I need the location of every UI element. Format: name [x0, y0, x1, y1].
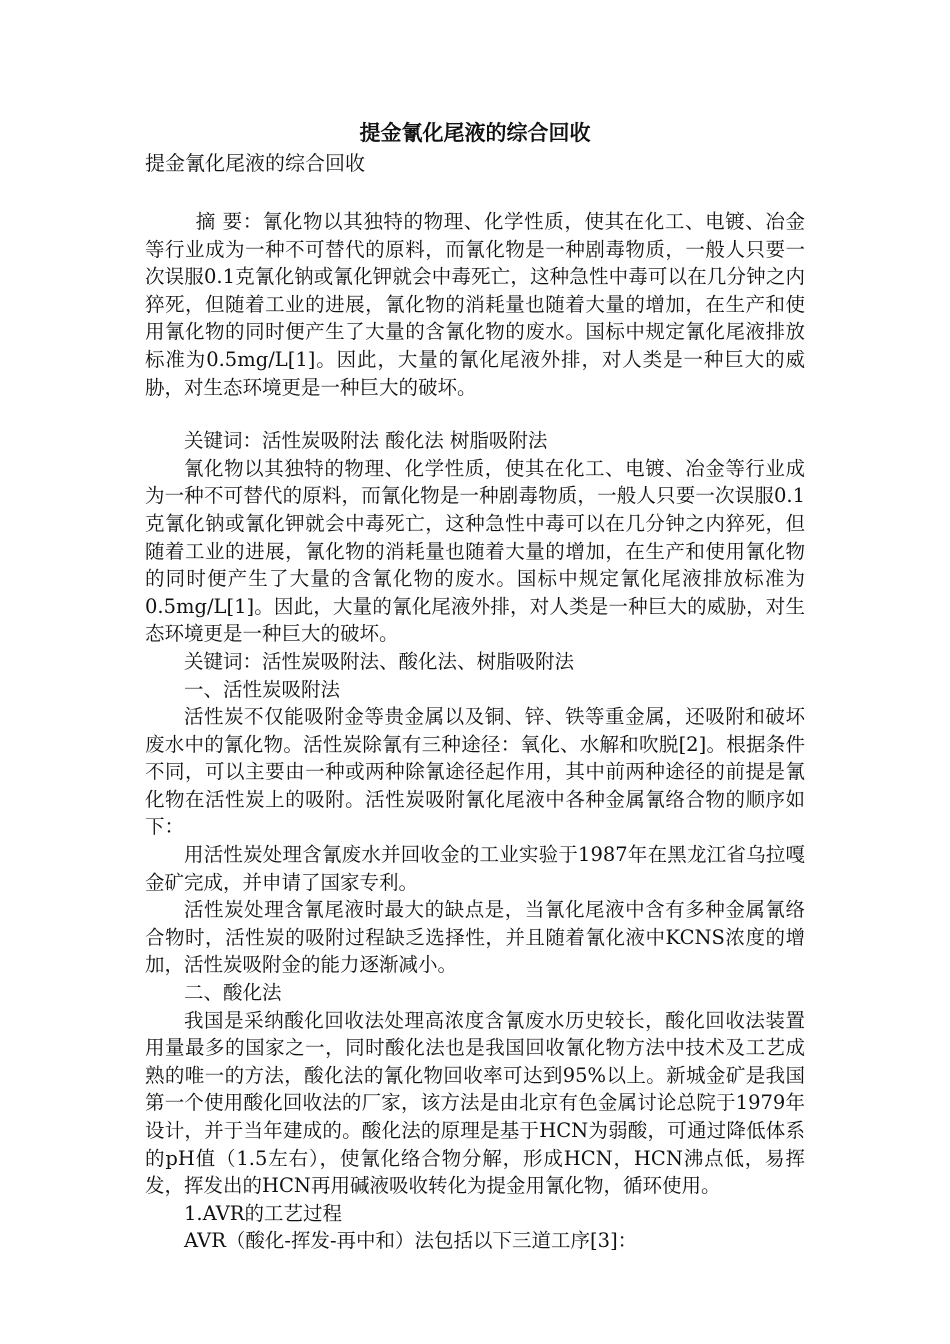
section1-paragraph-2: 用活性炭处理含氰废水并回收金的工业实验于1987年在黑龙江省乌拉嘎金矿完成，并申请了国家专利。 [145, 843, 805, 894]
abstract-paragraph: 摘 要：氰化物以其独特的物理、化学性质，使其在化工、电镀、冶金等行业成为一种不可替代的原料，而氰化物是一种剧毒物质，一般人只要一次误服0.1克氰化钠或氰化钾就会中毒死亡，这种急性中毒可以在几分钟之内猝死，但随着工业的进展，氰化物的消耗量也随着大量的增加，在生产和使用氰化物的同时便产生了大量的含氰化物的废水。国标中规定氰化尾液排放标准为0.5mg/L[1]。因此，大量的氰化尾液外排，对人类是一种巨大的威胁，对生态环境更是一种巨大的破坏。 [145, 210, 805, 399]
document-page [145, 118, 805, 1255]
keywords-line-repeat: 关键词：活性炭吸附法、酸化法、树脂吸附法 [184, 649, 575, 673]
document-title: 提金氰化尾液的综合回收 [359, 120, 591, 145]
document-subtitle: 提金氰化尾液的综合回收 [145, 151, 365, 175]
section2-paragraph-1: 我国是采纳酸化回收法处理高浓度含氰废水历史较长，酸化回收法装置用量最多的国家之一，同时酸化法也是我国回收氰化物方法中技术及工艺成熟的唯一的方法，酸化法的氰化物回收率可达到95%以上。新城金矿是我国第一个使用酸化回收法的厂家，该方法是由北京有色金属讨论总院于1979年设计，并于当年建成的。酸化法的原理是基于HCN为弱酸，可通过降低体系的pH值（1.5左右），使氰化络合物分解，形成HCN，HCN沸点低，易挥发，挥发出的HCN再用碱液吸收转化为提金用氰化物，循环使用。 [145, 1008, 805, 1198]
section1-paragraph-1: 活性炭不仅能吸附金等贵金属以及铜、锌、铁等重金属，还吸附和破坏废水中的氰化物。活性炭除氰有三种途径：氧化、水解和吹脱[2]。根据条件不同，可以主要由一种或两种除氰途径起作用，其中前两种途径的前提是氰化物在活性炭上的吸附。活性炭吸附氰化尾液中各种金属氰络合物的顺序如下： [145, 705, 805, 839]
section1-paragraph-3: 活性炭处理含氰尾液时最大的缺点是，当氰化尾液中含有多种金属氰络合物时，活性炭的吸附过程缺乏选择性，并且随着氰化液中KCNS浓度的增加，活性炭吸附金的能力逐渐减小。 [145, 898, 805, 977]
keywords-line: 关键词：活性炭吸附法 酸化法 树脂吸附法 [184, 429, 548, 453]
subsection-heading-avr: 1.AVR的工艺过程 [184, 1201, 342, 1225]
subsection-paragraph-1: AVR（酸化-挥发-再中和）法包括以下三道工序[3]： [184, 1229, 638, 1253]
section-heading-acidification: 二、酸化法 [184, 981, 282, 1005]
section-heading-activated-carbon: 一、活性炭吸附法 [184, 677, 341, 701]
intro-paragraph: 氰化物以其独特的物理、化学性质，使其在化工、电镀、冶金等行业成为一种不可替代的原料，而氰化物是一种剧毒物质，一般人只要一次误服0.1克氰化钠或氰化钾就会中毒死亡，这种急性中毒可以在几分钟之内猝死，但随着工业的进展，氰化物的消耗量也随着大量的增加，在生产和使用氰化物的同时便产生了大量的含氰化物的废水。国标中规定氰化尾液排放标准为0.5mg/L[1]。因此，大量的氰化尾液外排，对人类是一种巨大的威胁，对生态环境更是一种巨大的破坏。 [145, 456, 805, 646]
